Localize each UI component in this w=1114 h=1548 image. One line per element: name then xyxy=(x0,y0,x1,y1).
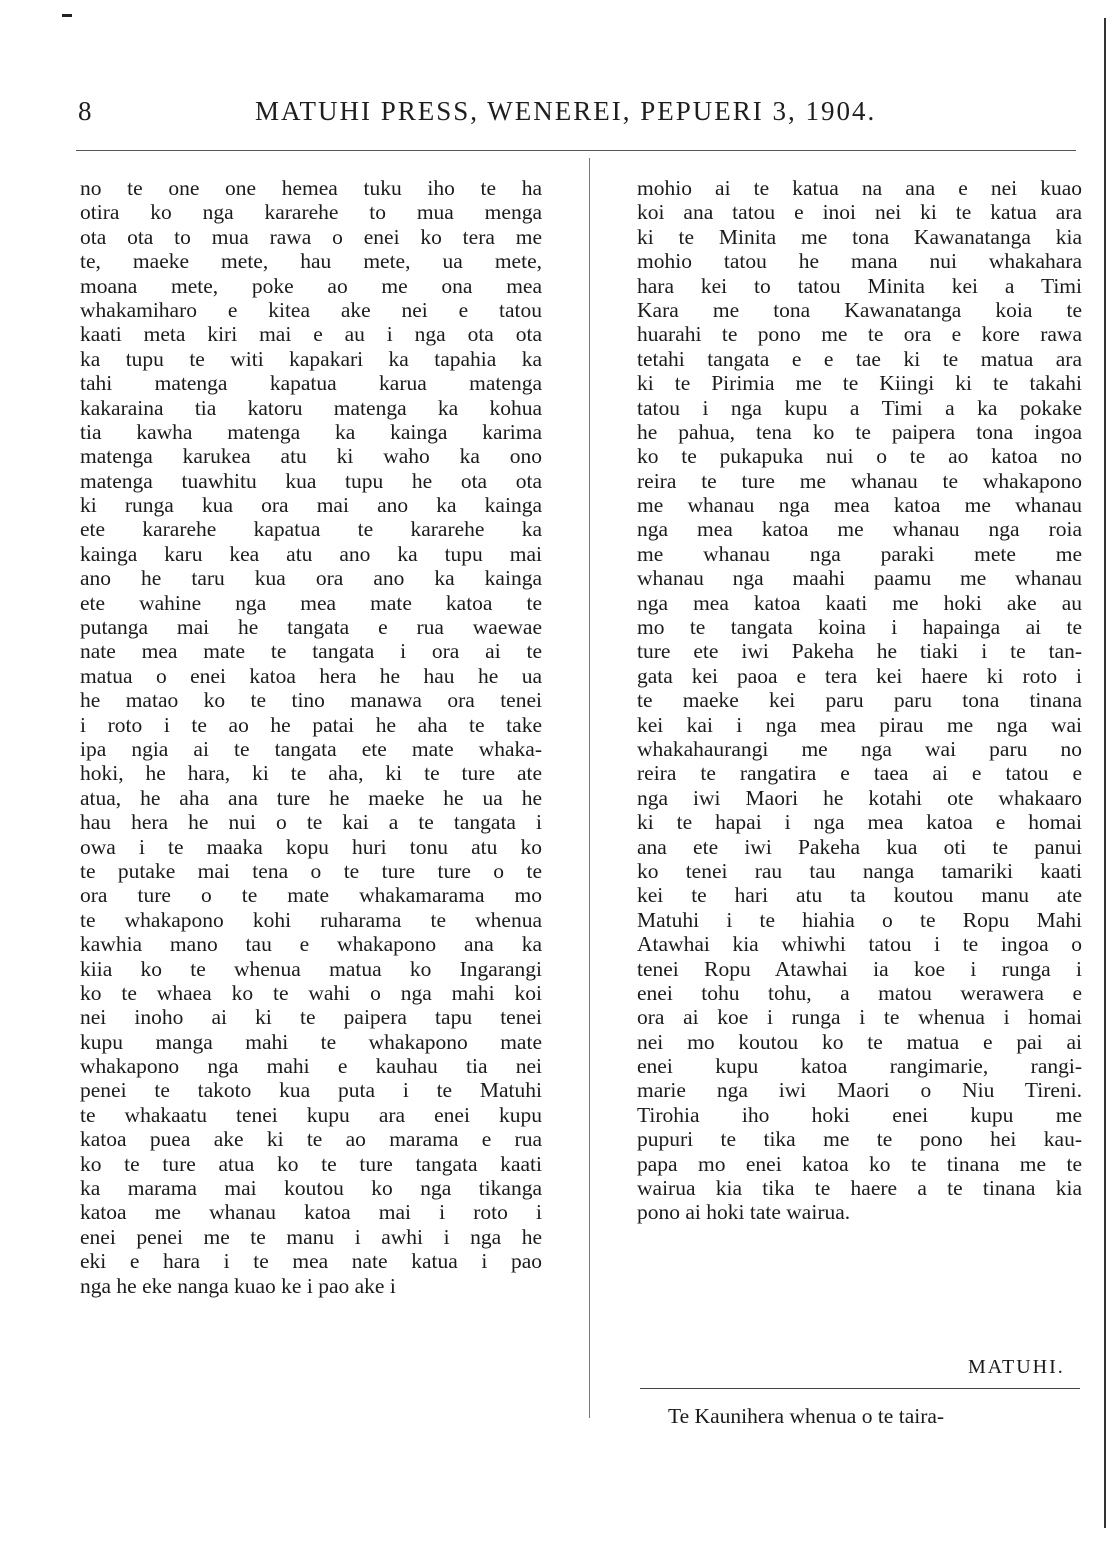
column-divider xyxy=(589,158,590,1418)
text-line: katoa puea ake ki te ao marama e rua xyxy=(80,1127,542,1152)
print-mark xyxy=(62,14,72,17)
text-line: putanga mai he tangata e rua waewae xyxy=(80,615,542,640)
text-line: moana mete, poke ao me ona mea xyxy=(80,273,542,298)
masthead: MATUHI PRESS, WENEREI, PEPUERI 3, 1904. xyxy=(255,96,877,126)
text-line: kainga karu kea atu ano ka tupu mai xyxy=(80,541,542,566)
page-edge-rule xyxy=(1104,18,1106,1528)
text-line: huarahi te pono me te ora e kore rawa xyxy=(637,322,1082,347)
text-line: nga mea katoa kaati me hoki ake au xyxy=(637,590,1082,615)
text-line: matenga karukea atu ki waho ka ono xyxy=(80,444,542,469)
text-line: me whanau nga paraki mete me xyxy=(637,541,1082,566)
text-line: he pahua, tena ko te paipera tona ingoa xyxy=(637,419,1082,444)
text-line: marie nga iwi Maori o Niu Tireni. xyxy=(637,1078,1082,1103)
text-line: no te one one hemea tuku iho te ha xyxy=(80,176,542,200)
text-line: reira te rangatira e taea ai e tatou e xyxy=(637,761,1082,786)
text-line: i roto i te ao he patai he aha te take xyxy=(80,712,542,737)
text-line: ka tupu te witi kapakari ka tapahia ka xyxy=(80,346,542,371)
text-line: Matuhi i te hiahia o te Ropu Mahi xyxy=(637,907,1082,932)
text-line: papa mo enei katoa ko te tinana me te xyxy=(637,1151,1082,1176)
text-line: ano he taru kua ora ano ka kainga xyxy=(80,566,542,591)
text-line: enei kupu katoa rangimarie, rangi- xyxy=(637,1054,1082,1079)
text-line: Kara me tona Kawanatanga koia te xyxy=(637,297,1082,322)
text-line: otira ko nga kararehe to mua menga xyxy=(80,200,542,225)
text-line: kupu manga mahi te whakapono mate xyxy=(80,1029,542,1054)
article-end-rule xyxy=(640,1388,1080,1389)
text-line: hara kei to tatou Minita kei a Timi xyxy=(637,273,1082,298)
text-line: tatou i nga kupu a Timi a ka pokake xyxy=(637,395,1082,420)
text-line: me whanau nga mea katoa me whanau xyxy=(637,493,1082,518)
page-number: 8 xyxy=(78,96,93,126)
text-line: ko te whaea ko te wahi o nga mahi koi xyxy=(80,980,542,1005)
text-line: wairua kia tika te haere a te tinana kia xyxy=(637,1176,1082,1201)
text-line: pupuri te tika me te pono hei kau- xyxy=(637,1127,1082,1152)
text-line: Atawhai kia whiwhi tatou i te ingoa o xyxy=(637,932,1082,957)
text-line: kaati meta kiri mai e au i nga ota ota xyxy=(80,322,542,347)
text-line: ko te pukapuka nui o te ao katoa no xyxy=(637,444,1082,469)
text-line: penei te takoto kua puta i te Matuhi xyxy=(80,1078,542,1103)
text-line: nate mea mate te tangata i ora ai te xyxy=(80,639,542,664)
text-line: whakapono nga mahi e kauhau tia nei xyxy=(80,1054,542,1079)
signature: MATUHI. xyxy=(968,1356,1065,1378)
right-column xyxy=(637,176,1082,1225)
text-line: kei te hari atu ta koutou manu ate xyxy=(637,883,1082,908)
text-line: Tirohia iho hoki enei kupu me xyxy=(637,1102,1082,1127)
text-line: nei mo koutou ko te matua e pai ai xyxy=(637,1029,1082,1054)
left-column xyxy=(80,176,542,1298)
text-line: gata kei paoa e tera kei haere ki roto i xyxy=(637,663,1082,688)
text-line: owa i te maaka kopu huri tonu atu ko xyxy=(80,834,542,859)
text-line: atua, he aha ana ture he maeke he ua he xyxy=(80,785,542,810)
text-line: enei penei me te manu i awhi i nga he xyxy=(80,1224,542,1249)
text-line: katoa me whanau katoa mai i roto i xyxy=(80,1200,542,1225)
text-line: nga he eke nanga kuao ke i pao ake i xyxy=(80,1273,396,1298)
text-line: whakahaurangi me nga wai paru no xyxy=(637,736,1082,761)
text-line: tetahi tangata e e tae ki te matua ara xyxy=(637,346,1082,371)
text-line: te, maeke mete, hau mete, ua mete, xyxy=(80,249,542,274)
text-line: koi ana tatou e inoi nei ki te katua ara xyxy=(637,200,1082,225)
text-line: tahi matenga kapatua karua matenga xyxy=(80,371,542,396)
text-line: ota ota to mua rawa o enei ko tera me xyxy=(80,224,542,249)
text-line: pono ai hoki tate wairua. xyxy=(637,1200,851,1225)
text-line: mohio tatou he mana nui whakahara xyxy=(637,249,1082,274)
text-line: ora ture o te mate whakamarama mo xyxy=(80,883,542,908)
text-line: te putake mai tena o te ture ture o te xyxy=(80,858,542,883)
text-line: hoki, he hara, ki te aha, ki te ture ate xyxy=(80,761,542,786)
next-article-opening: Te Kaunihera whenua o te taira- xyxy=(668,1404,945,1428)
text-line: kiia ko te whenua matua ko Ingarangi xyxy=(80,956,542,981)
text-line: tenei Ropu Atawhai ia koe i runga i xyxy=(637,956,1082,981)
text-line: he matao ko te tino manawa ora tenei xyxy=(80,688,542,713)
header-rule xyxy=(76,150,1076,151)
text-line: matua o enei katoa hera he hau he ua xyxy=(80,663,542,688)
text-line: ka marama mai koutou ko nga tikanga xyxy=(80,1176,542,1201)
text-line: ki te Pirimia me te Kiingi ki te takahi xyxy=(637,371,1082,396)
text-line: te whakaatu tenei kupu ara enei kupu xyxy=(80,1102,542,1127)
text-line: kakaraina tia katoru matenga ka kohua xyxy=(80,395,542,420)
text-line: ki runga kua ora mai ano ka kainga xyxy=(80,493,542,518)
text-line: enei tohu tohu, a matou werawera e xyxy=(637,980,1082,1005)
text-line: mo te tangata koina i hapainga ai te xyxy=(637,615,1082,640)
text-line: te whakapono kohi ruharama te whenua xyxy=(80,907,542,932)
text-line: te maeke kei paru paru tona tinana xyxy=(637,688,1082,713)
text-line: nga iwi Maori he kotahi ote whakaaro xyxy=(637,785,1082,810)
text-line: ki te Minita me tona Kawanatanga kia xyxy=(637,224,1082,249)
text-line: mohio ai te katua na ana e nei kuao xyxy=(637,176,1082,200)
text-line: nei inoho ai ki te paipera tapu tenei xyxy=(80,1005,542,1030)
text-line: reira te ture me whanau te whakapono xyxy=(637,468,1082,493)
text-line: hau hera he nui o te kai a te tangata i xyxy=(80,810,542,835)
text-line: kei kai i nga mea pirau me nga wai xyxy=(637,712,1082,737)
text-line: ete kararehe kapatua te kararehe ka xyxy=(80,517,542,542)
text-line: ko tenei rau tau nanga tamariki kaati xyxy=(637,858,1082,883)
page-header xyxy=(70,96,1030,136)
text-line: matenga tuawhitu kua tupu he ota ota xyxy=(80,468,542,493)
text-line: ana ete iwi Pakeha kua oti te panui xyxy=(637,834,1082,859)
text-line: ipa ngia ai te tangata ete mate whaka- xyxy=(80,736,542,761)
text-line: ki te hapai i nga mea katoa e homai xyxy=(637,810,1082,835)
text-line: ko te ture atua ko te ture tangata kaati xyxy=(80,1151,542,1176)
text-line: whakamiharo e kitea ake nei e tatou xyxy=(80,297,542,322)
text-line: kawhia mano tau e whakapono ana ka xyxy=(80,932,542,957)
text-line: ture ete iwi Pakeha he tiaki i te tan- xyxy=(637,639,1082,664)
text-line: ora ai koe i runga i te whenua i homai xyxy=(637,1005,1082,1030)
text-line: tia kawha matenga ka kainga karima xyxy=(80,419,542,444)
text-line: nga mea katoa me whanau nga roia xyxy=(637,517,1082,542)
text-line: ete wahine nga mea mate katoa te xyxy=(80,590,542,615)
text-line: eki e hara i te mea nate katua i pao xyxy=(80,1249,542,1274)
text-line: whanau nga maahi paamu me whanau xyxy=(637,566,1082,591)
